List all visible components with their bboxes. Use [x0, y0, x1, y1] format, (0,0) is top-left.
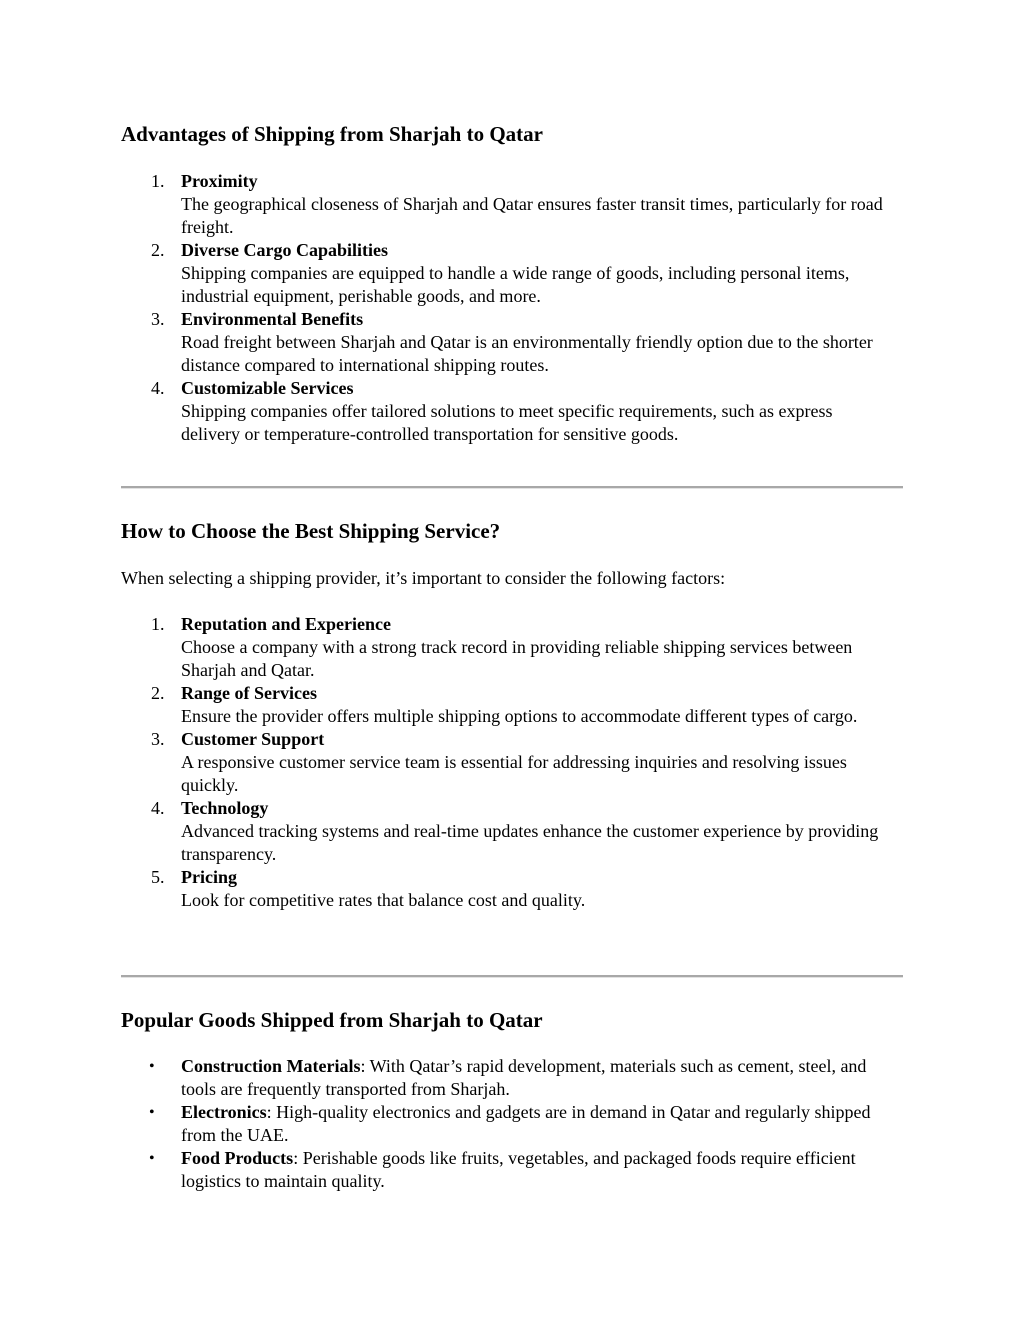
- section-heading-choose: How to Choose the Best Shipping Service?: [121, 519, 501, 543]
- item-text: Ensure the provider offers multiple shipping options to accommodate different types of cargo.: [181, 706, 858, 726]
- item-text: : High-quality electronics and gadgets are in demand in Qatar and regularly shipped from the UAE.: [181, 1102, 871, 1145]
- item-text: Road freight between Sharjah and Qatar is an environmentally friendly option due to the shorter distance compared to international shipping routes.: [181, 332, 873, 375]
- list-item: [121, 377, 903, 446]
- item-title: Pricing: [181, 867, 237, 887]
- advantages-list: [121, 170, 903, 446]
- list-item: [121, 1147, 903, 1193]
- item-title: Reputation and Experience: [181, 614, 392, 634]
- item-text: A responsive customer service team is essential for addressing inquiries and resolving issues quickly.: [181, 752, 847, 795]
- item-title: Proximity: [181, 171, 258, 191]
- item-title: Electronics: [181, 1102, 267, 1122]
- item-title: Customer Support: [181, 729, 325, 749]
- bullet-icon: •: [149, 1104, 155, 1121]
- item-title: Diverse Cargo Capabilities: [181, 240, 388, 260]
- item-text: : Perishable goods like fruits, vegetables, and packaged foods require efficient logistics to maintain quality.: [181, 1148, 856, 1191]
- item-title: Construction Materials: [181, 1056, 361, 1076]
- item-title: Environmental Benefits: [181, 309, 364, 329]
- section-intro: When selecting a shipping provider, it’s important to consider the following factors:: [121, 568, 726, 588]
- bullet-icon: •: [149, 1150, 155, 1167]
- item-title: Food Products: [181, 1148, 294, 1168]
- list-item: [121, 1101, 903, 1147]
- item-text: Choose a company with a strong track record in providing reliable shipping services between Sharjah and Qatar.: [181, 637, 853, 680]
- section-heading-advantages: Advantages of Shipping from Sharjah to Qatar: [121, 122, 543, 146]
- list-item: [121, 728, 903, 797]
- list-number: 2.: [151, 683, 165, 703]
- list-item: [121, 613, 903, 682]
- list-number: 3.: [151, 729, 165, 749]
- list-item: [121, 866, 903, 912]
- horizontal-divider: [121, 975, 903, 978]
- item-text: Shipping companies are equipped to handle a wide range of goods, including personal items, industrial equipment, perishable goods, and more.: [181, 263, 850, 306]
- item-text: : With Qatar’s rapid development, materials such as cement, steel, and tools are frequently transported from Sharjah.: [181, 1056, 867, 1099]
- section-heading-goods: Popular Goods Shipped from Sharjah to Qatar: [121, 1008, 543, 1032]
- list-item: [121, 1055, 903, 1101]
- list-number: 5.: [151, 867, 165, 887]
- list-number: 1.: [151, 614, 165, 634]
- horizontal-divider: [121, 486, 903, 489]
- list-item: [121, 797, 903, 866]
- list-item: [121, 682, 903, 728]
- list-item: [121, 170, 903, 239]
- list-number: 2.: [151, 240, 165, 260]
- item-title: Range of Services: [181, 683, 317, 703]
- item-text: The geographical closeness of Sharjah and Qatar ensures faster transit times, particularly for road freight.: [181, 194, 883, 237]
- list-number: 4.: [151, 378, 165, 398]
- list-item: [121, 239, 903, 308]
- list-number: 3.: [151, 309, 165, 329]
- goods-list: [121, 1055, 903, 1193]
- item-text: Look for competitive rates that balance cost and quality.: [181, 890, 586, 910]
- list-number: 1.: [151, 171, 165, 191]
- item-text: Shipping companies offer tailored solutions to meet specific requirements, such as express delivery or temperature-controlled transportation for sensitive goods.: [181, 401, 833, 444]
- list-item: [121, 308, 903, 377]
- item-text: Advanced tracking systems and real-time updates enhance the customer experience by providing transparency.: [181, 821, 879, 864]
- bullet-icon: •: [149, 1058, 155, 1075]
- item-title: Customizable Services: [181, 378, 354, 398]
- item-title: Technology: [181, 798, 269, 818]
- choose-list: [121, 613, 903, 912]
- list-number: 4.: [151, 798, 165, 818]
